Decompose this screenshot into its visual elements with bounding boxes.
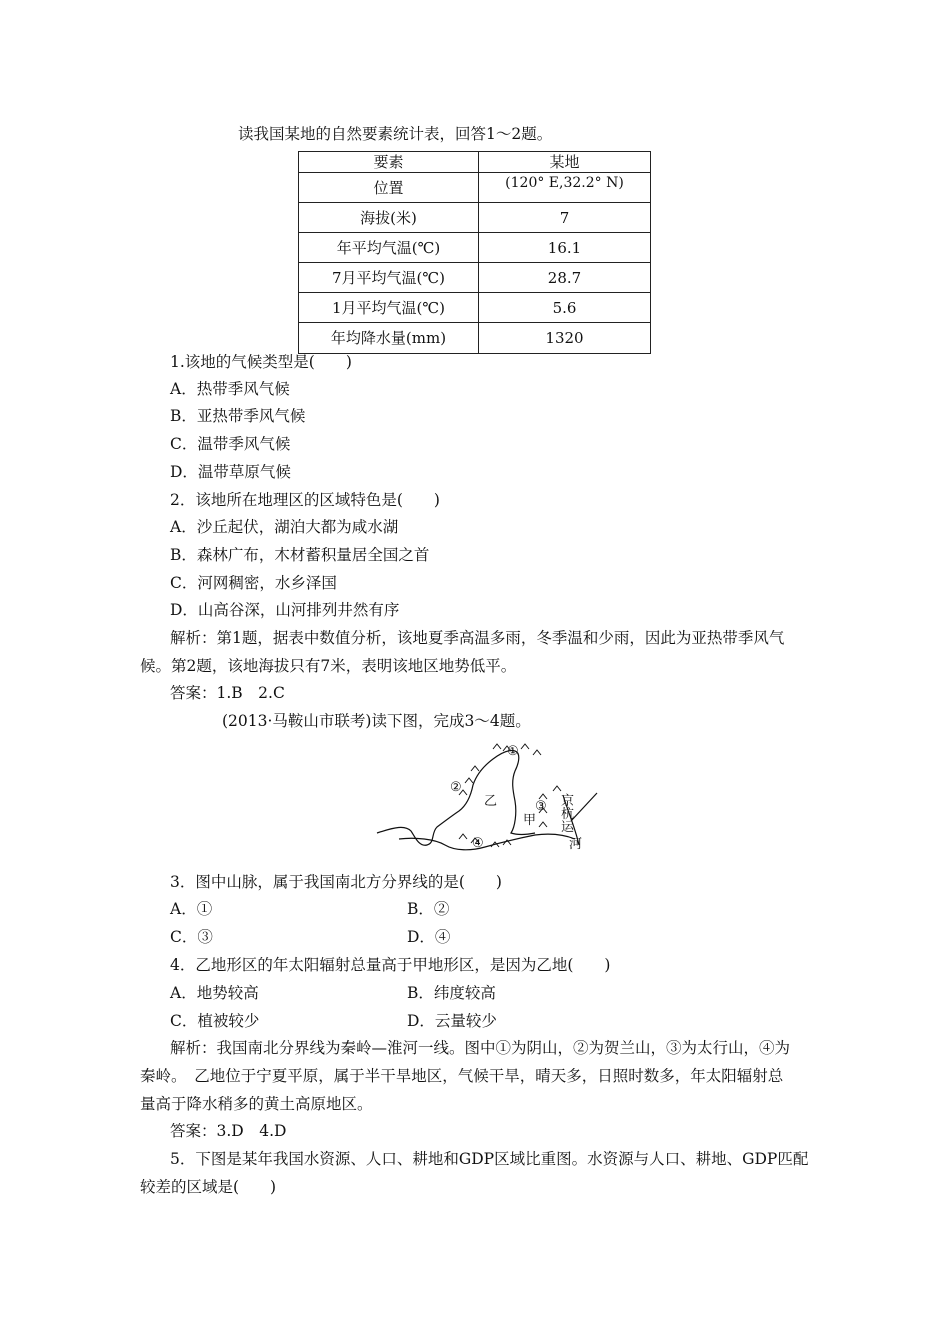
question-1-option-c[interactable]: C．温带季风气候 [170,435,291,453]
boundary-line [399,834,575,850]
table-cell: 位置 [299,173,479,203]
intro-text-1: 读我国某地的自然要素统计表，回答1～2题。 [238,125,553,143]
cross-line [571,793,597,821]
table-cell: 1月平均气温(℃) [299,293,479,323]
analysis-2-line-3: 量高于降水稍多的黄土高原地区。 [140,1095,373,1113]
table-cell: 海拔(米) [299,203,479,233]
question-4-option-d[interactable]: D．云量较少 [407,1012,497,1030]
table-cell: 28.7 [479,263,651,293]
map-label-3: ③ [535,799,547,814]
question-1-stem: 1.该地的气候类型是( ) [170,353,352,371]
map-label-1: ① [507,744,519,759]
analysis-1-line-2: 候。第2题，该地海拔只有7米，表明该地区地势低平。 [140,657,517,675]
table-header-cell: 要素 [299,152,479,173]
question-3-option-c[interactable]: C．③ [170,928,213,946]
table-row [299,323,651,354]
table-cell: 年平均气温(℃) [299,233,479,263]
mountain-marks-2 [459,766,479,795]
question-3-option-d[interactable]: D．④ [407,928,451,946]
map-label-jing: 京 [561,794,575,809]
table-header-cell: 某地 [479,152,651,173]
table-cell: 16.1 [479,233,651,263]
question-1-option-d[interactable]: D．温带草原气候 [170,463,291,481]
answer-1: 答案：1.B 2.C [170,684,285,702]
table-cell: 5.6 [479,293,651,323]
table-row [299,293,651,323]
table-cell: 1320 [479,323,651,354]
question-1-option-b[interactable]: B．亚热带季风气候 [170,407,306,425]
question-2-option-c[interactable]: C．河网稠密，水乡泽国 [170,574,337,592]
map-label-yun: 运 [561,820,575,835]
map-label-he: 河 [569,837,583,852]
question-2-option-b[interactable]: B．森林广布，木材蓄积量居全国之首 [170,546,430,564]
table-row [299,233,651,263]
analysis-2-line-1: 解析：我国南北分界线为秦岭—淮河一线。图中①为阴山，②为贺兰山，③为太行山，④为 [170,1039,791,1057]
table-cell: 7月平均气温(℃) [299,263,479,293]
question-4-option-c[interactable]: C．植被较少 [170,1012,260,1030]
question-3-option-a[interactable]: A．① [170,900,213,918]
table-cell: (120° E,32.2° N) [479,173,651,203]
table-header-row [299,152,651,173]
natural-elements-table [298,151,651,354]
table-row [299,173,651,203]
question-2-option-a[interactable]: A．沙丘起伏，湖泊大都为咸水湖 [170,518,399,536]
map-label-2: ② [450,780,462,795]
question-2-stem: 2．该地所在地理区的区域特色是( ) [170,491,440,509]
map-label-jia: 甲 [523,813,537,828]
map-label-yi: 乙 [484,794,498,809]
question-4-option-a[interactable]: A．地势较高 [170,984,259,1002]
analysis-2-line-2: 秦岭。 乙地位于宁夏平原，属于半干旱地区，气候干旱，晴天多，日照时数多，年太阳辐射总 [140,1067,784,1085]
map-label-hang: 杭 [561,807,575,822]
question-4-stem: 4．乙地形区的年太阳辐射总量高于甲地形区，是因为乙地( ) [170,956,611,974]
region-map [375,735,615,863]
question-5-line-1: 5．下图是某年我国水资源、人口、耕地和GDP区域比重图。水资源与人口、耕地、GDP匹配 [170,1150,809,1168]
question-3-option-b[interactable]: B．② [407,900,450,918]
intro-text-2: (2013·马鞍山市联考)读下图，完成3～4题。 [222,712,531,730]
table-cell: 年均降水量(mm) [299,323,479,354]
table-row [299,203,651,233]
river-line [377,750,535,845]
analysis-1-line-1: 解析：第1题，据表中数值分析，该地夏季高温多雨，冬季温和少雨，因此为亚热带季风气 [170,629,785,647]
question-3-stem: 3．图中山脉，属于我国南北方分界线的是( ) [170,873,502,891]
question-1-option-a[interactable]: A．热带季风气候 [170,380,290,398]
table-cell: 7 [479,203,651,233]
question-4-option-b[interactable]: B．纬度较高 [407,984,496,1002]
question-5-line-2: 较差的区域是( ) [140,1178,277,1196]
table-row [299,263,651,293]
answer-2: 答案：3.D 4.D [170,1122,287,1140]
mountain-marks-4 [459,834,511,847]
question-2-option-d[interactable]: D．山高谷深，山河排列井然有序 [170,601,400,619]
map-label-4: ④ [472,836,484,851]
